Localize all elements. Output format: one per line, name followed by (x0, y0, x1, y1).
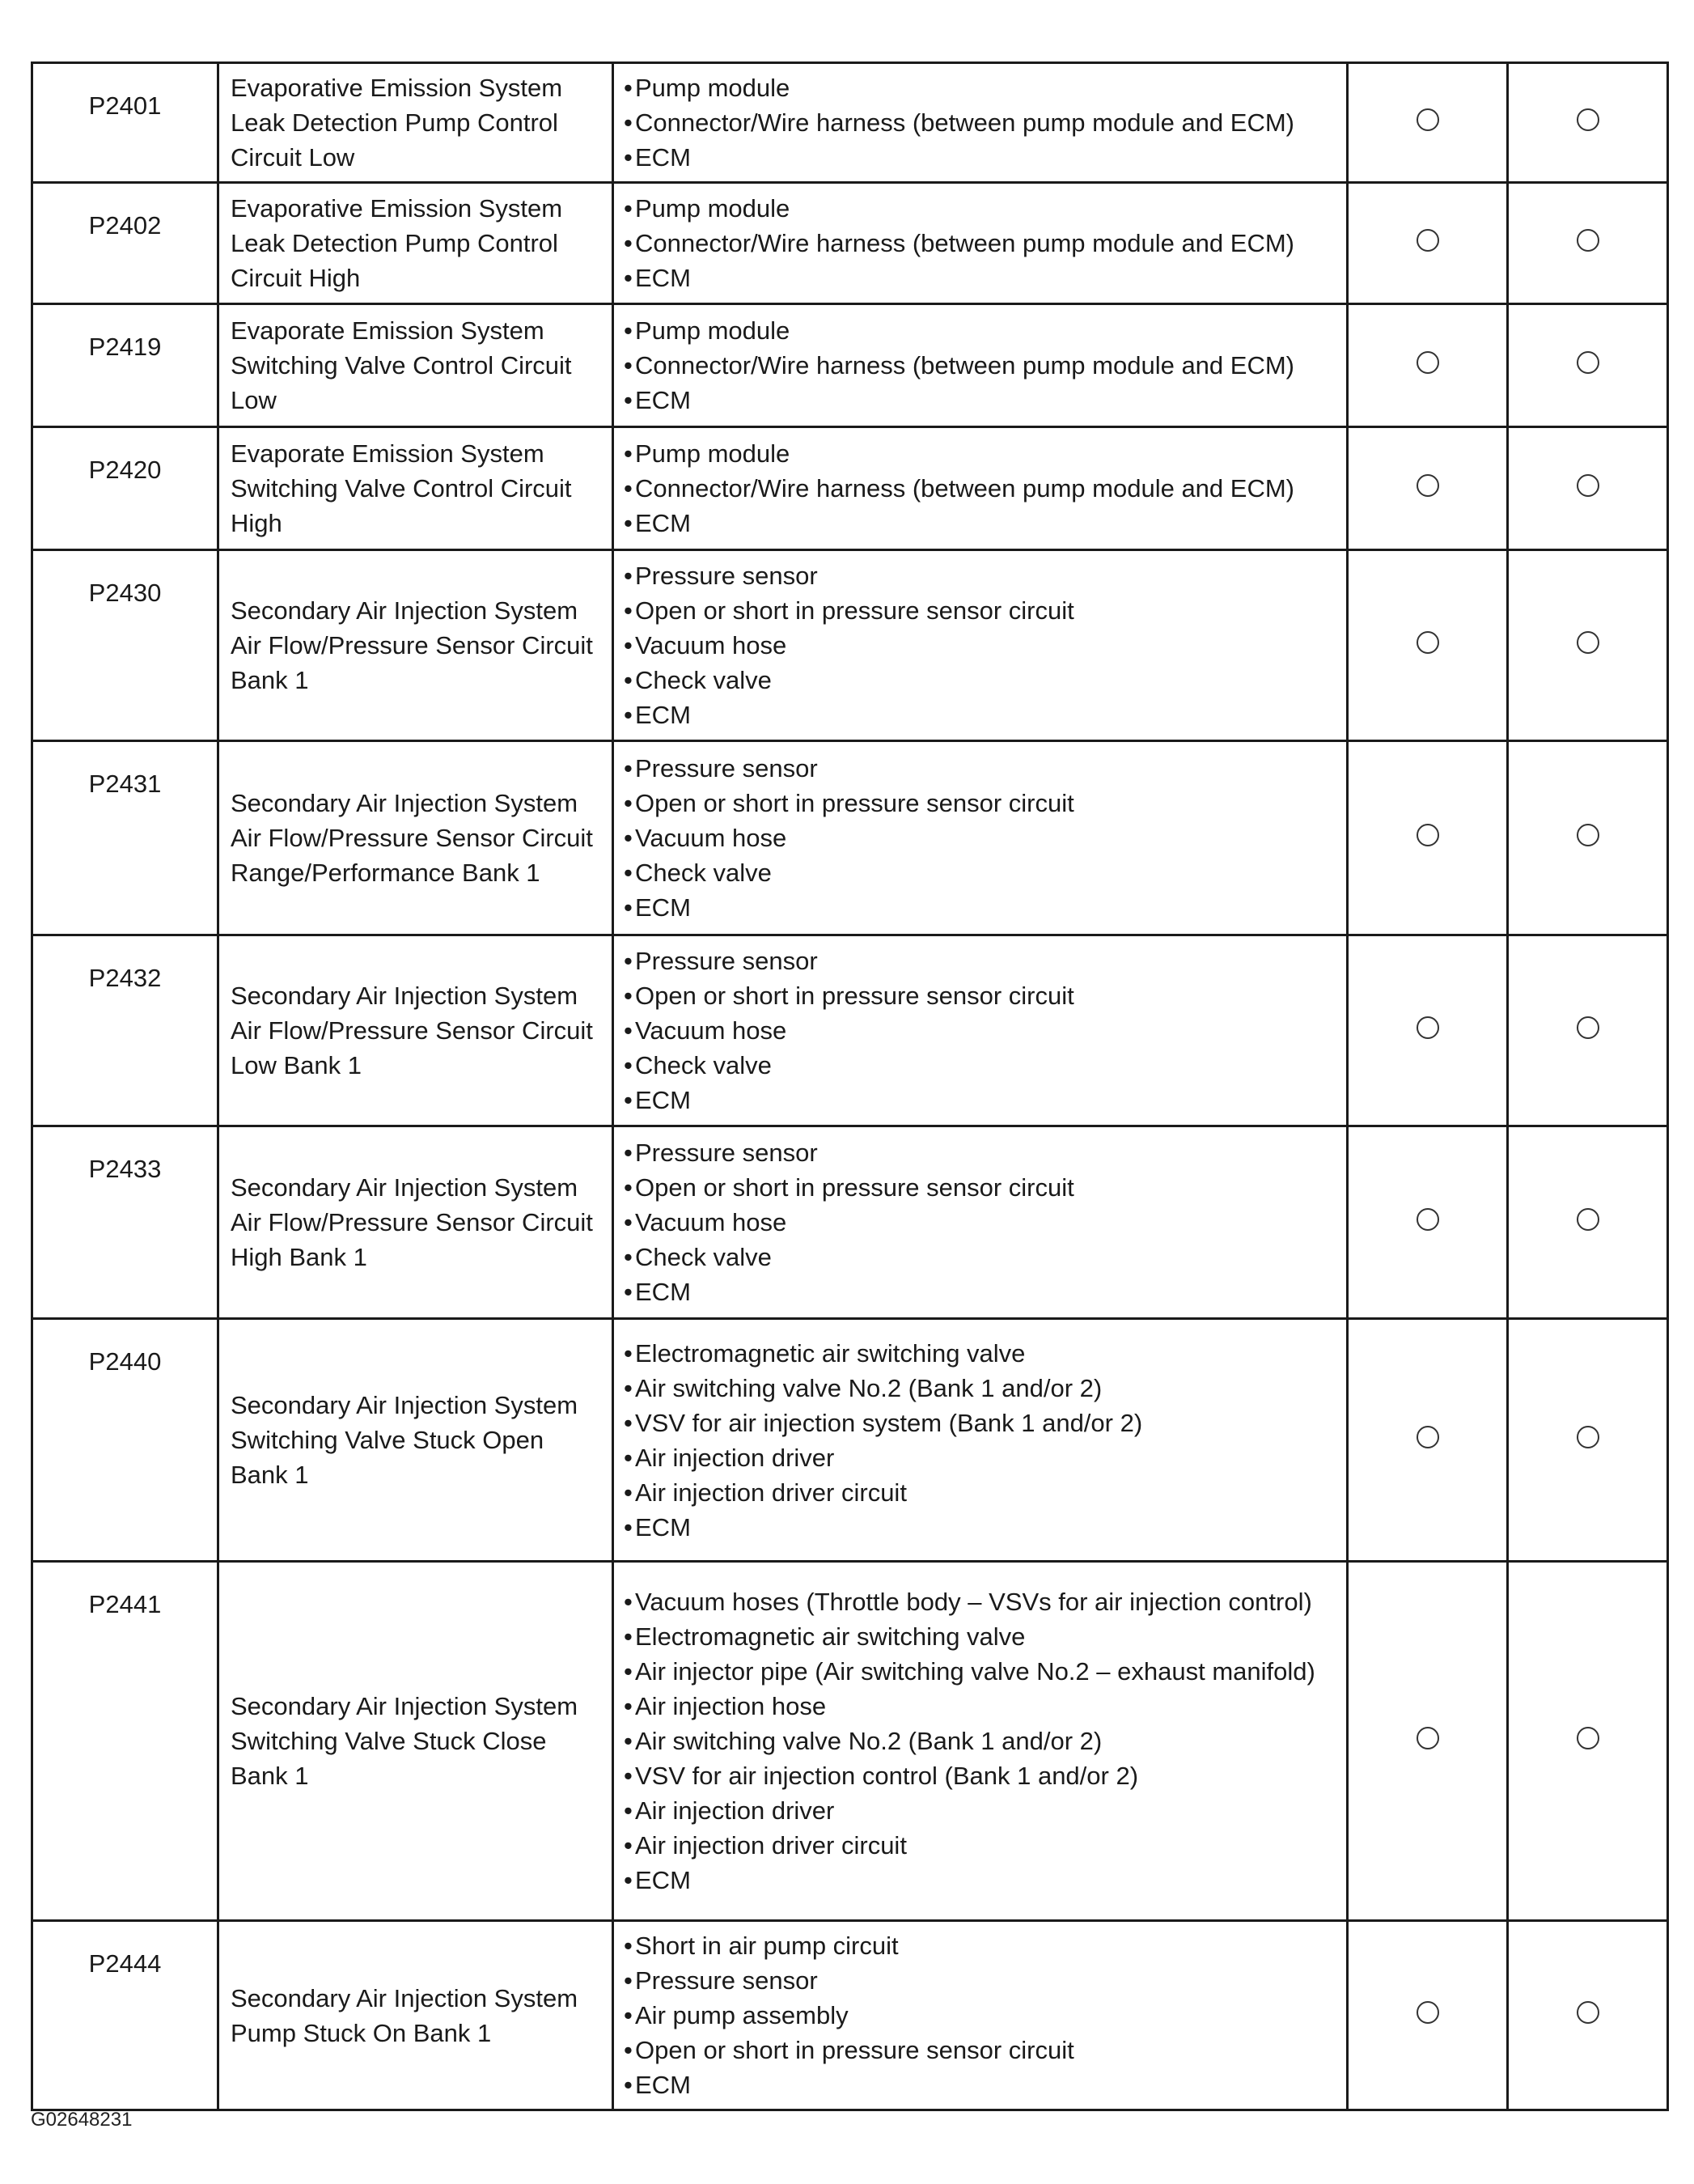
trouble-area-text: ECM (635, 1086, 691, 1114)
trouble-area-item (624, 628, 1336, 663)
trouble-area-text: Pressure sensor (635, 754, 818, 782)
trouble-area-text: Air injection driver circuit (635, 1831, 907, 1860)
trouble-area-cell (613, 183, 1348, 304)
dtc-code: P2444 (88, 1949, 162, 1978)
dtc-table (31, 61, 1669, 2111)
trouble-area-text: Electromagnetic air switching valve (635, 1338, 1026, 1368)
bullet-icon (624, 1048, 635, 1083)
trouble-area-item (624, 978, 1336, 1013)
detection-item-line: Secondary Air Injection System (231, 1983, 578, 2012)
bullet-icon (624, 1619, 635, 1654)
mil-cell (1348, 1126, 1508, 1319)
dtc-code: P2431 (88, 770, 162, 798)
detection-item-line: Air Flow/Pressure Sensor Circuit (231, 631, 593, 659)
dtc-code-cell (32, 63, 218, 183)
bullet-icon (624, 1475, 635, 1510)
detection-item-line: High Bank 1 (231, 1243, 367, 1271)
dtc-code: P2441 (88, 1590, 162, 1618)
trouble-area-item (624, 1475, 1336, 1510)
mil-circle-icon (1417, 229, 1439, 252)
detection-item-cell (218, 1126, 613, 1319)
detection-item-line: Switching Valve Control Circuit (231, 351, 572, 380)
trouble-area-text: Air injection driver (635, 1443, 835, 1472)
memory-circle-icon (1577, 1727, 1599, 1749)
trouble-area-item (624, 1828, 1336, 1863)
trouble-area-item (624, 1689, 1336, 1724)
trouble-area-text: ECM (635, 893, 691, 922)
mil-cell (1348, 63, 1508, 183)
detection-item-line: Range/Performance Bank 1 (231, 859, 540, 887)
trouble-area-item (624, 1083, 1336, 1117)
dtc-table-body (32, 63, 1668, 2110)
trouble-area-text: Vacuum hose (635, 1208, 787, 1236)
bullet-icon (624, 105, 635, 140)
trouble-area-item (624, 663, 1336, 698)
trouble-area-item (624, 1998, 1336, 2033)
mil-cell (1348, 183, 1508, 304)
memory-circle-icon (1577, 1426, 1599, 1448)
dtc-code: P2430 (88, 579, 162, 607)
dtc-code: P2433 (88, 1155, 162, 1183)
trouble-area-item (624, 1584, 1336, 1619)
bullet-icon (624, 1205, 635, 1240)
detection-item-line: Bank 1 (231, 666, 309, 694)
detection-item-cell (218, 1562, 613, 1921)
mil-circle-icon (1417, 1016, 1439, 1039)
bullet-icon (624, 2033, 635, 2067)
bullet-icon (624, 313, 635, 348)
memory-circle-icon (1577, 631, 1599, 654)
bullet-icon (624, 383, 635, 418)
mil-cell (1348, 1319, 1508, 1562)
bullet-icon (624, 1336, 635, 1371)
bullet-icon (624, 558, 635, 593)
detection-item-cell (218, 741, 613, 935)
detection-item-line: Air Flow/Pressure Sensor Circuit (231, 1016, 593, 1045)
trouble-area-item (624, 1758, 1336, 1793)
trouble-area-text: Pressure sensor (635, 1966, 818, 1995)
bullet-icon (624, 191, 635, 226)
bullet-icon (624, 348, 635, 383)
memory-circle-icon (1577, 1208, 1599, 1231)
trouble-area-cell (613, 1319, 1348, 1562)
memory-circle-icon (1577, 1016, 1599, 1039)
bullet-icon (624, 1240, 635, 1274)
bullet-icon (624, 1758, 635, 1793)
bullet-icon (624, 1135, 635, 1170)
trouble-area-item (624, 593, 1336, 628)
bullet-icon (624, 1654, 635, 1689)
bullet-icon (624, 821, 635, 855)
detection-item-line: Secondary Air Injection System (231, 1173, 578, 1202)
detection-item-line: Circuit Low (231, 143, 355, 172)
trouble-area-cell (613, 304, 1348, 427)
trouble-area-text: Connector/Wire harness (between pump module and ECM) (635, 108, 1294, 137)
mil-circle-icon (1417, 2001, 1439, 2024)
mil-cell (1348, 1562, 1508, 1921)
figure-id: G02648231 (31, 2109, 133, 2131)
detection-item-line: Secondary Air Injection System (231, 1391, 578, 1419)
trouble-area-text: Air pump assembly (635, 2001, 849, 2029)
trouble-area-item (624, 751, 1336, 786)
trouble-area-text: Pump module (635, 194, 790, 223)
trouble-area-text: Air injector pipe (Air switching valve No.2 – exhaust manifold) (635, 1657, 1315, 1686)
detection-item-cell (218, 1921, 613, 2110)
table-row (32, 741, 1668, 935)
table-row (32, 1319, 1668, 1562)
trouble-area-item (624, 226, 1336, 261)
bullet-icon (624, 1440, 635, 1475)
bullet-icon (624, 1863, 635, 1898)
memory-cell (1508, 550, 1668, 741)
dtc-code-cell (32, 1126, 218, 1319)
dtc-code: P2401 (88, 91, 162, 120)
memory-cell (1508, 427, 1668, 550)
trouble-area-text: Vacuum hose (635, 1016, 787, 1045)
trouble-area-item (624, 140, 1336, 175)
trouble-area-text: ECM (635, 701, 691, 729)
trouble-area-text: Vacuum hoses (Throttle body – VSVs for air injection control) (635, 1588, 1312, 1616)
mil-cell (1348, 550, 1508, 741)
table-row (32, 63, 1668, 183)
trouble-area-item (624, 1863, 1336, 1898)
trouble-area-text: Connector/Wire harness (between pump module and ECM) (635, 474, 1294, 503)
trouble-area-text: Check valve (635, 859, 772, 887)
trouble-area-item (624, 1440, 1336, 1475)
trouble-area-text: Open or short in pressure sensor circuit (635, 982, 1074, 1010)
trouble-area-text: Air injection driver (635, 1796, 835, 1825)
memory-cell (1508, 741, 1668, 935)
memory-circle-icon (1577, 474, 1599, 497)
dtc-code-cell (32, 550, 218, 741)
bullet-icon (624, 855, 635, 890)
mil-cell (1348, 304, 1508, 427)
trouble-area-text: Vacuum hose (635, 824, 787, 852)
trouble-area-item (624, 1619, 1336, 1654)
detection-item-cell (218, 1319, 613, 1562)
trouble-area-text: Open or short in pressure sensor circuit (635, 789, 1074, 817)
trouble-area-cell (613, 427, 1348, 550)
detection-item-line: Air Flow/Pressure Sensor Circuit (231, 1208, 593, 1236)
detection-item-line: Switching Valve Control Circuit (231, 474, 572, 503)
bullet-icon (624, 1083, 635, 1117)
bullet-icon (624, 140, 635, 175)
bullet-icon (624, 1274, 635, 1309)
trouble-area-text: VSV for air injection control (Bank 1 and/or 2) (635, 1762, 1139, 1790)
bullet-icon (624, 226, 635, 261)
trouble-area-item (624, 506, 1336, 541)
mil-circle-icon (1417, 1727, 1439, 1749)
memory-circle-icon (1577, 2001, 1599, 2024)
dtc-code: P2420 (88, 456, 162, 484)
trouble-area-text: ECM (635, 2071, 691, 2099)
dtc-code-cell (32, 741, 218, 935)
dtc-code: P2402 (88, 211, 162, 240)
trouble-area-cell (613, 1921, 1348, 2110)
trouble-area-text: Pump module (635, 439, 790, 468)
trouble-area-item (624, 1205, 1336, 1240)
trouble-area-text: ECM (635, 509, 691, 537)
table-row (32, 304, 1668, 427)
bullet-icon (624, 1928, 635, 1963)
trouble-area-item (624, 855, 1336, 890)
bullet-icon (624, 1371, 635, 1406)
detection-item-cell (218, 304, 613, 427)
trouble-area-item (624, 786, 1336, 821)
trouble-area-item (624, 1135, 1336, 1170)
bullet-icon (624, 1998, 635, 2033)
detection-item-line: Evaporate Emission System (231, 316, 544, 345)
detection-item-line: Evaporative Emission System (231, 74, 563, 102)
detection-item-line: Switching Valve Stuck Close (231, 1727, 547, 1755)
table-row (32, 183, 1668, 304)
dtc-code-cell (32, 183, 218, 304)
trouble-area-item (624, 1406, 1336, 1440)
trouble-area-cell (613, 550, 1348, 741)
detection-item-line: Evaporative Emission System (231, 194, 563, 223)
trouble-area-item (624, 1013, 1336, 1048)
dtc-code: P2432 (88, 964, 162, 992)
trouble-area-text: Pump module (635, 316, 790, 345)
detection-item-line: Switching Valve Stuck Open (231, 1426, 544, 1454)
trouble-area-item (624, 1371, 1336, 1406)
detection-item-cell (218, 183, 613, 304)
mil-circle-icon (1417, 631, 1439, 654)
bullet-icon (624, 1170, 635, 1205)
trouble-area-text: Air injection hose (635, 1692, 827, 1720)
trouble-area-item (624, 261, 1336, 295)
trouble-area-text: Check valve (635, 1243, 772, 1271)
dtc-code-cell (32, 427, 218, 550)
trouble-area-text: Air switching valve No.2 (Bank 1 and/or 2) (635, 1727, 1103, 1755)
dtc-code: P2419 (88, 333, 162, 361)
trouble-area-text: Connector/Wire harness (between pump module and ECM) (635, 229, 1294, 257)
bullet-icon (624, 944, 635, 978)
bullet-icon (624, 1828, 635, 1863)
trouble-area-text: Open or short in pressure sensor circuit (635, 596, 1074, 625)
memory-cell (1508, 935, 1668, 1126)
mil-circle-icon (1417, 108, 1439, 131)
trouble-area-text: Open or short in pressure sensor circuit (635, 1173, 1074, 1202)
mil-cell (1348, 741, 1508, 935)
table-row (32, 550, 1668, 741)
trouble-area-text: ECM (635, 1512, 691, 1542)
bullet-icon (624, 786, 635, 821)
trouble-area-item (624, 191, 1336, 226)
trouble-area-item (624, 1654, 1336, 1689)
trouble-area-item (624, 2067, 1336, 2102)
trouble-area-text: ECM (635, 1278, 691, 1306)
detection-item-line: Secondary Air Injection System (231, 1692, 578, 1720)
bullet-icon (624, 1584, 635, 1619)
trouble-area-text: Pressure sensor (635, 1139, 818, 1167)
trouble-area-text: Air switching valve No.2 (Bank 1 and/or 2) (635, 1373, 1103, 1402)
memory-cell (1508, 1319, 1668, 1562)
trouble-area-text: Pump module (635, 74, 790, 102)
memory-circle-icon (1577, 108, 1599, 131)
detection-item-cell (218, 935, 613, 1126)
trouble-area-cell (613, 63, 1348, 183)
trouble-area-item (624, 890, 1336, 925)
detection-item-cell (218, 427, 613, 550)
memory-cell (1508, 63, 1668, 183)
detection-item-line: Pump Stuck On Bank 1 (231, 2018, 492, 2047)
trouble-area-text: ECM (635, 264, 691, 292)
trouble-area-text: Pressure sensor (635, 947, 818, 975)
trouble-area-item (624, 436, 1336, 471)
mil-cell (1348, 935, 1508, 1126)
bullet-icon (624, 70, 635, 105)
bullet-icon (624, 890, 635, 925)
detection-item-line: Secondary Air Injection System (231, 789, 578, 817)
bullet-icon (624, 751, 635, 786)
trouble-area-cell (613, 1126, 1348, 1319)
detection-item-line: Secondary Air Injection System (231, 596, 578, 625)
mil-circle-icon (1417, 1208, 1439, 1231)
trouble-area-item (624, 1793, 1336, 1828)
trouble-area-item (624, 1170, 1336, 1205)
memory-circle-icon (1577, 351, 1599, 374)
bullet-icon (624, 1510, 635, 1545)
table-row (32, 935, 1668, 1126)
trouble-area-text: Air injection driver circuit (635, 1478, 907, 1507)
trouble-area-item (624, 1724, 1336, 1758)
bullet-icon (624, 1793, 635, 1828)
bullet-icon (624, 1406, 635, 1440)
detection-item-line: Leak Detection Pump Control (231, 229, 558, 257)
table-row (32, 1562, 1668, 1921)
mil-circle-icon (1417, 474, 1439, 497)
dtc-code-cell (32, 935, 218, 1126)
bullet-icon (624, 1724, 635, 1758)
trouble-area-cell (613, 935, 1348, 1126)
trouble-area-item (624, 383, 1336, 418)
bullet-icon (624, 978, 635, 1013)
memory-cell (1508, 1921, 1668, 2110)
mil-cell (1348, 1921, 1508, 2110)
trouble-area-item (624, 1963, 1336, 1998)
memory-cell (1508, 183, 1668, 304)
trouble-area-item (624, 944, 1336, 978)
trouble-area-text: Check valve (635, 1051, 772, 1079)
memory-circle-icon (1577, 824, 1599, 846)
trouble-area-item (624, 105, 1336, 140)
trouble-area-text: Pressure sensor (635, 562, 818, 590)
trouble-area-text: ECM (635, 143, 691, 172)
trouble-area-item (624, 558, 1336, 593)
trouble-area-item (624, 70, 1336, 105)
trouble-area-item (624, 2033, 1336, 2067)
mil-circle-icon (1417, 1426, 1439, 1448)
detection-item-line: Circuit High (231, 264, 361, 292)
dtc-code-cell (32, 1319, 218, 1562)
detection-item-line: Air Flow/Pressure Sensor Circuit (231, 824, 593, 852)
trouble-area-text: Short in air pump circuit (635, 1932, 899, 1960)
trouble-area-text: Open or short in pressure sensor circuit (635, 2036, 1074, 2064)
bullet-icon (624, 628, 635, 663)
trouble-area-text: ECM (635, 386, 691, 414)
trouble-area-cell (613, 1562, 1348, 1921)
table-row (32, 1126, 1668, 1319)
dtc-code: P2440 (88, 1347, 162, 1376)
bullet-icon (624, 471, 635, 506)
bullet-icon (624, 261, 635, 295)
dtc-code-cell (32, 1921, 218, 2110)
trouble-area-text: ECM (635, 1866, 691, 1894)
detection-item-line: Low Bank 1 (231, 1051, 362, 1079)
detection-item-line: Bank 1 (231, 1461, 309, 1489)
table-row (32, 427, 1668, 550)
memory-circle-icon (1577, 229, 1599, 252)
dtc-code-cell (32, 304, 218, 427)
trouble-area-item (624, 1928, 1336, 1963)
trouble-area-text: Vacuum hose (635, 631, 787, 659)
trouble-area-item (624, 348, 1336, 383)
detection-item-line: High (231, 509, 282, 537)
dtc-code-cell (32, 1562, 218, 1921)
detection-item-line: Low (231, 386, 277, 414)
table-row (32, 1921, 1668, 2110)
mil-cell (1348, 427, 1508, 550)
bullet-icon (624, 1013, 635, 1048)
trouble-area-item (624, 1336, 1336, 1371)
detection-item-line: Bank 1 (231, 1762, 309, 1790)
detection-item-line: Evaporate Emission System (231, 439, 544, 468)
trouble-area-item (624, 1274, 1336, 1309)
bullet-icon (624, 593, 635, 628)
memory-cell (1508, 304, 1668, 427)
trouble-area-item (624, 1240, 1336, 1274)
trouble-area-cell (613, 741, 1348, 935)
mil-circle-icon (1417, 351, 1439, 374)
trouble-area-item (624, 821, 1336, 855)
trouble-area-text: Check valve (635, 666, 772, 694)
bullet-icon (624, 698, 635, 732)
trouble-area-text: VSV for air injection system (Bank 1 and/or 2) (635, 1408, 1143, 1437)
trouble-area-text: Electromagnetic air switching valve (635, 1622, 1026, 1651)
mil-circle-icon (1417, 824, 1439, 846)
memory-cell (1508, 1562, 1668, 1921)
trouble-area-text: Connector/Wire harness (between pump module and ECM) (635, 351, 1294, 380)
bullet-icon (624, 506, 635, 541)
detection-item-cell (218, 63, 613, 183)
trouble-area-item (624, 698, 1336, 732)
memory-cell (1508, 1126, 1668, 1319)
bullet-icon (624, 436, 635, 471)
bullet-icon (624, 2067, 635, 2102)
bullet-icon (624, 1963, 635, 1998)
detection-item-cell (218, 550, 613, 741)
trouble-area-item (624, 471, 1336, 506)
trouble-area-item (624, 1048, 1336, 1083)
bullet-icon (624, 1689, 635, 1724)
bullet-icon (624, 663, 635, 698)
trouble-area-item (624, 1510, 1336, 1545)
trouble-area-item (624, 313, 1336, 348)
detection-item-line: Leak Detection Pump Control (231, 108, 558, 137)
detection-item-line: Secondary Air Injection System (231, 982, 578, 1010)
